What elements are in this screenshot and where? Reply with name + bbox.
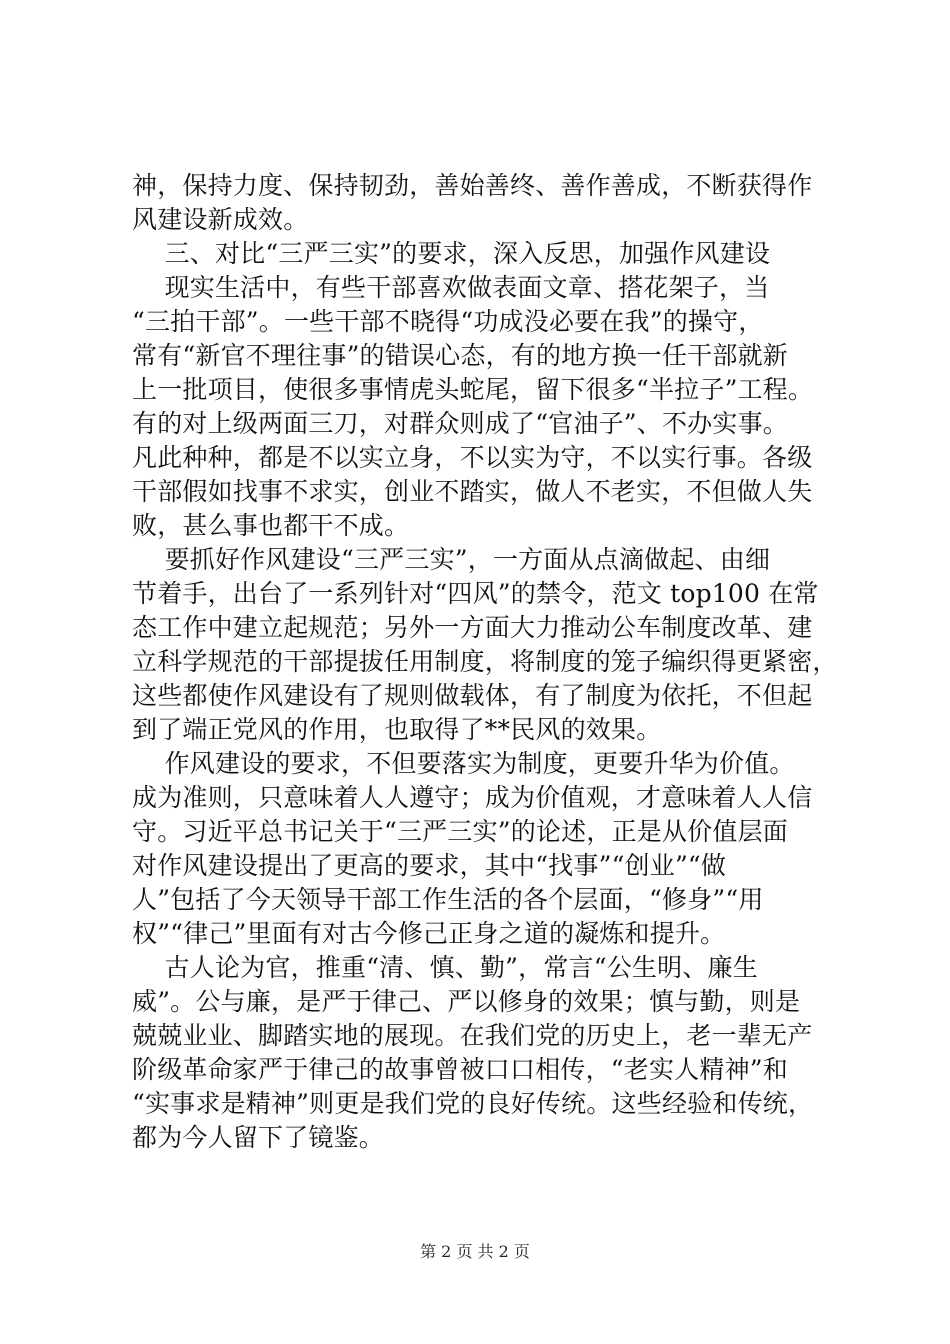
text-line: 节着手，出台了一系列针对“四风”的禁令，范文 top100 在常 (132, 579, 819, 608)
text-line: 人”包括了今天领导干部工作生活的各个层面，“修身”“用 (132, 885, 764, 914)
text-line: 阶级革命家严于律己的故事曾被口口相传，“老实人精神”和 (132, 1055, 788, 1084)
text-line: 态工作中建立起规范；另外一方面大力推动公车制度改革、建 (132, 613, 813, 642)
text-line: 上一批项目，使很多事情虎头蛇尾，留下很多“半拉子”工程。 (132, 375, 814, 404)
text-line: 有的对上级两面三刀，对群众则成了“官油子”、不办实事。 (132, 409, 788, 438)
text-line: 对作风建设提出了更高的要求，其中“找事”“创业”“做 (132, 851, 727, 880)
text-line: 凡此种种，都是不以实立身，不以实为守，不以实行事。各级 (132, 443, 813, 472)
text-line: 都为今人留下了镜鉴。 (132, 1123, 385, 1152)
text-line: 这些都使作风建设有了规则做载体，有了制度为依托，不但起 (132, 681, 813, 710)
text-line: 立科学规范的干部提拔任用制度，将制度的笼子编织得更紧密， (132, 647, 838, 676)
text-line: 古人论为官，推重“清、慎、勤”，常言“公生明、廉生 (132, 953, 758, 982)
text-line: 作风建设的要求，不但要落实为制度，更要升华为价值。 (132, 749, 795, 778)
text-line: 威”。公与廉，是严于律己、严以修身的效果；慎与勤，则是 (132, 987, 801, 1016)
text-line: 守。习近平总书记关于“三严三实”的论述，正是从价值层面 (132, 817, 788, 846)
text-line: 常有“新官不理往事”的错误心态，有的地方换一任干部就新 (132, 341, 788, 370)
text-line: 神，保持力度、保持韧劲，善始善终、善作善成，不断获得作 (132, 171, 813, 200)
text-line: 干部假如找事不求实，创业不踏实，做人不老实，不但做人失 (132, 477, 813, 506)
text-line: 成为准则，只意味着人人遵守；成为价值观，才意味着人人信 (132, 783, 813, 812)
text-line: “实事求是精神”则更是我们党的良好传统。这些经验和传统， (132, 1089, 814, 1118)
page-number-footer: 第 2 页 共 2 页 (420, 1242, 530, 1261)
text-line: 到了端正党风的作用，也取得了**民风的效果。 (132, 715, 662, 744)
text-line: “三拍干部”。一些干部不晓得“功成没必要在我”的操守， (132, 307, 764, 336)
text-line: 兢兢业业、脚踏实地的展现。在我们党的历史上，老一辈无产 (132, 1021, 813, 1050)
text-line: 败，甚么事也都干不成。 (132, 511, 410, 540)
section-heading: 三、对比“三严三实”的要求，深入反思，加强作风建设 (132, 239, 771, 268)
document-body (132, 169, 838, 1155)
text-line: 要抓好作风建设“三严三实”，一方面从点滴做起、由细 (132, 545, 771, 574)
text-line: 风建设新成效。 (132, 205, 309, 234)
text-line: 权”“律己”里面有对古今修己正身之道的凝炼和提升。 (132, 919, 726, 948)
text-line: 现实生活中，有些干部喜欢做表面文章、搭花架子，当 (132, 273, 770, 302)
